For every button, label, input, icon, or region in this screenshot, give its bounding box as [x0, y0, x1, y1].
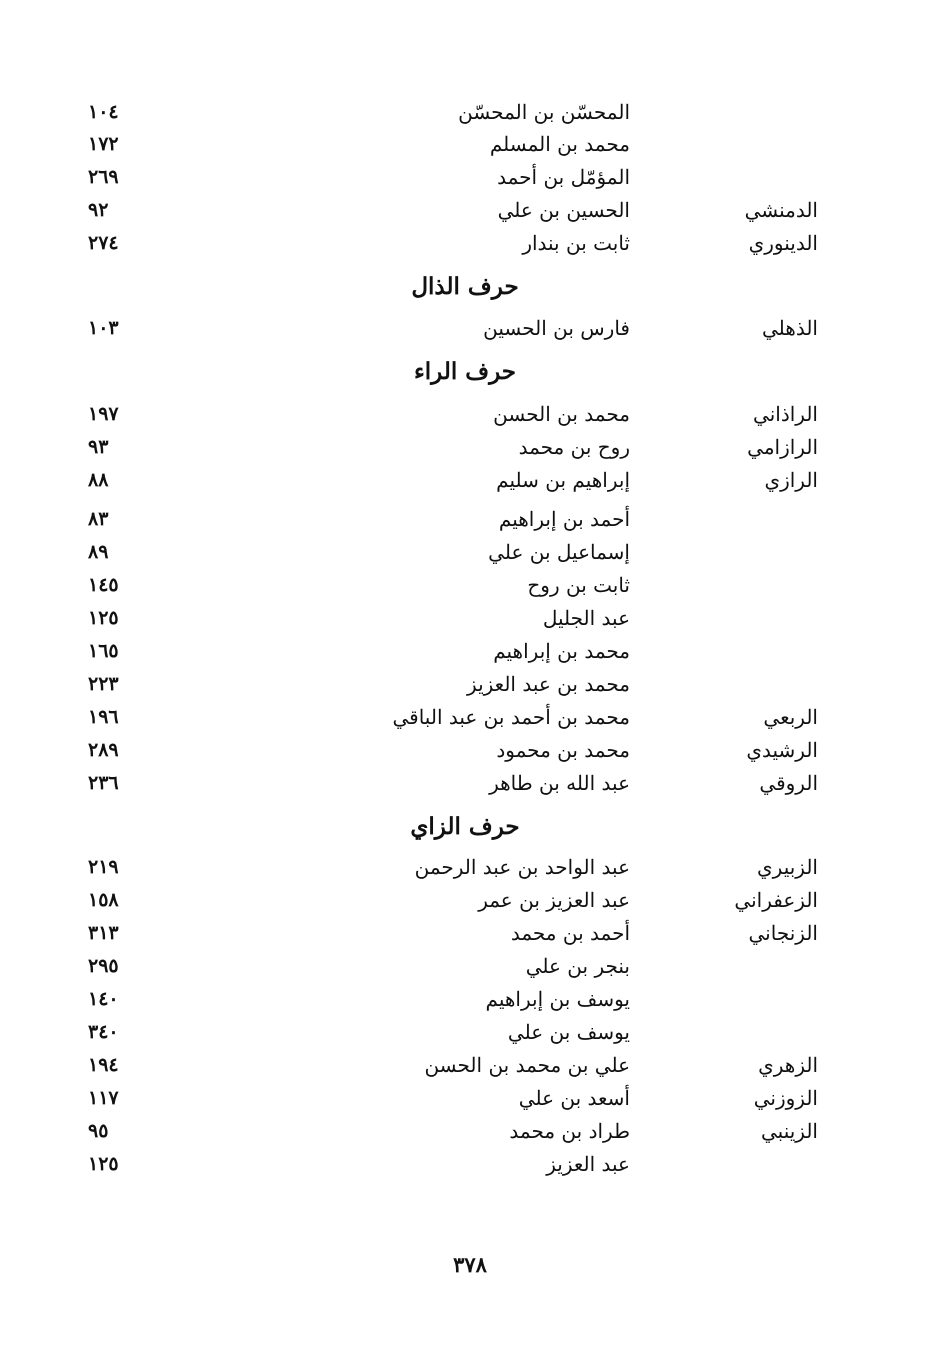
- index-entry: [0, 983, 940, 1015]
- entry-page-ref: ١٩٦: [88, 706, 119, 728]
- entry-page-ref: ٨٨: [88, 469, 109, 491]
- entry-page-ref: ١٦٥: [88, 640, 119, 662]
- entry-name: المؤمّل بن أحمد: [497, 165, 630, 189]
- entry-name: عبد العزيز: [546, 1152, 630, 1176]
- index-entry: [0, 701, 940, 733]
- entry-nisba: الزبيري: [757, 855, 818, 879]
- entry-name: بنجر بن علي: [525, 954, 630, 978]
- entry-page-ref: ٢٩٥: [88, 955, 119, 977]
- entry-name: ثابت بن بندار: [522, 231, 630, 255]
- index-entry: [0, 161, 940, 193]
- entry-name: عبد الجليل: [542, 606, 630, 630]
- entry-name: عبد العزيز بن عمر: [478, 888, 630, 912]
- entry-nisba: الروقي: [759, 771, 818, 795]
- entry-name: محمد بن إبراهيم: [493, 639, 630, 663]
- entry-page-ref: ٢٣٦: [88, 772, 119, 794]
- index-entry: [0, 96, 940, 128]
- entry-name: محمد بن عبد العزيز: [467, 672, 630, 696]
- index-entry: [0, 917, 940, 949]
- index-entry: [0, 884, 940, 916]
- entry-page-ref: ٩٥: [88, 1120, 109, 1142]
- entry-name: طراد بن محمد: [509, 1119, 630, 1143]
- entry-name: يوسف بن إبراهيم: [485, 987, 630, 1011]
- entry-nisba: الدمنشي: [744, 198, 818, 222]
- entry-page-ref: ٩٣: [88, 436, 109, 458]
- entry-name: إسماعيل بن علي: [488, 540, 630, 564]
- entry-nisba: الذهلي: [762, 316, 818, 340]
- page-number: ٣٧٨: [453, 1252, 487, 1277]
- entry-nisba: الرازي: [764, 468, 818, 492]
- entry-page-ref: ١٧٢: [88, 133, 119, 155]
- index-entry: [0, 767, 940, 799]
- index-entry: [0, 536, 940, 568]
- entry-name: محمد بن الحسن: [493, 402, 630, 426]
- index-entry: [0, 635, 940, 667]
- entry-nisba: الربعي: [763, 705, 818, 729]
- section-heading-text: حرف الراء: [413, 358, 517, 385]
- entry-page-ref: ٣١٣: [88, 922, 119, 944]
- index-entry: [0, 194, 940, 226]
- entry-name: إبراهيم بن سليم: [496, 468, 630, 492]
- entry-name: المحسّن بن المحسّن: [458, 100, 630, 124]
- entry-page-ref: ١٤٠: [88, 988, 119, 1010]
- entry-page-ref: ١٥٨: [88, 889, 119, 911]
- section-heading: [0, 810, 940, 844]
- entry-name: محمد بن المسلم: [489, 132, 630, 156]
- entry-page-ref: ٨٣: [88, 508, 109, 530]
- entry-name: محمد بن أحمد بن عبد الباقي: [392, 705, 630, 729]
- index-entry: [0, 668, 940, 700]
- entry-name: عبد الله بن طاهر: [489, 771, 630, 795]
- entry-page-ref: ١٢٥: [88, 607, 119, 629]
- section-heading: [0, 355, 940, 389]
- entry-name: عبد الواحد بن عبد الرحمن: [414, 855, 630, 879]
- entry-page-ref: ١٠٣: [88, 317, 119, 339]
- entry-page-ref: ١٤٥: [88, 574, 119, 596]
- entry-name: أسعد بن علي: [518, 1086, 630, 1110]
- entry-page-ref: ١٢٥: [88, 1153, 119, 1175]
- entry-page-ref: ١٩٧: [88, 403, 119, 425]
- entry-name: روح بن محمد: [518, 435, 630, 459]
- entry-nisba: الزينبي: [761, 1119, 818, 1143]
- section-heading: [0, 270, 940, 304]
- entry-page-ref: ٣٤٠: [88, 1021, 119, 1043]
- entry-page-ref: ٨٩: [88, 541, 109, 563]
- entry-page-ref: ١٠٤: [88, 101, 119, 123]
- entry-page-ref: ٩٢: [88, 199, 109, 221]
- index-entry: [0, 503, 940, 535]
- section-heading-text: حرف الذال: [411, 273, 519, 300]
- section-heading-text: حرف الزاي: [410, 813, 520, 840]
- entry-name: الحسين بن علي: [497, 198, 630, 222]
- entry-page-ref: ٢٢٣: [88, 673, 119, 695]
- entry-name: علي بن محمد بن الحسن: [424, 1053, 630, 1077]
- index-entry: [0, 851, 940, 883]
- entry-name: ثابت بن روح: [527, 573, 630, 597]
- entry-nisba: الراذاني: [753, 402, 818, 426]
- index-entry: [0, 464, 940, 496]
- entry-nisba: الزوزني: [753, 1086, 818, 1110]
- entry-nisba: الرشيدي: [746, 738, 818, 762]
- entry-nisba: الرازامي: [747, 435, 818, 459]
- entry-nisba: الدينوري: [748, 231, 818, 255]
- index-entry: [0, 1148, 940, 1180]
- entry-name: فارس بن الحسين: [483, 316, 630, 340]
- index-entry: [0, 398, 940, 430]
- entry-page-ref: ٢٧٤: [88, 232, 119, 254]
- entry-name: أحمد بن إبراهيم: [498, 507, 630, 531]
- index-entry: [0, 569, 940, 601]
- entry-page-ref: ٢٨٩: [88, 739, 119, 761]
- entry-name: أحمد بن محمد: [510, 921, 630, 945]
- index-entry: [0, 227, 940, 259]
- index-entry: [0, 1082, 940, 1114]
- index-entry: [0, 602, 940, 634]
- index-entry: [0, 431, 940, 463]
- entry-nisba: الزنجاني: [748, 921, 818, 945]
- index-entry: [0, 950, 940, 982]
- entry-page-ref: ١٩٤: [88, 1054, 119, 1076]
- index-entry: [0, 1016, 940, 1048]
- index-entry: [0, 1115, 940, 1147]
- entry-nisba: الزعفراني: [734, 888, 818, 912]
- entry-page-ref: ٢١٩: [88, 856, 119, 878]
- entry-page-ref: ١١٧: [88, 1087, 119, 1109]
- entry-page-ref: ٢٦٩: [88, 166, 119, 188]
- index-entry: [0, 734, 940, 766]
- entry-name: يوسف بن علي: [507, 1020, 630, 1044]
- entry-nisba: الزهري: [758, 1053, 818, 1077]
- index-entry: [0, 128, 940, 160]
- index-entry: [0, 312, 940, 344]
- index-entry: [0, 1049, 940, 1081]
- entry-name: محمد بن محمود: [496, 738, 630, 762]
